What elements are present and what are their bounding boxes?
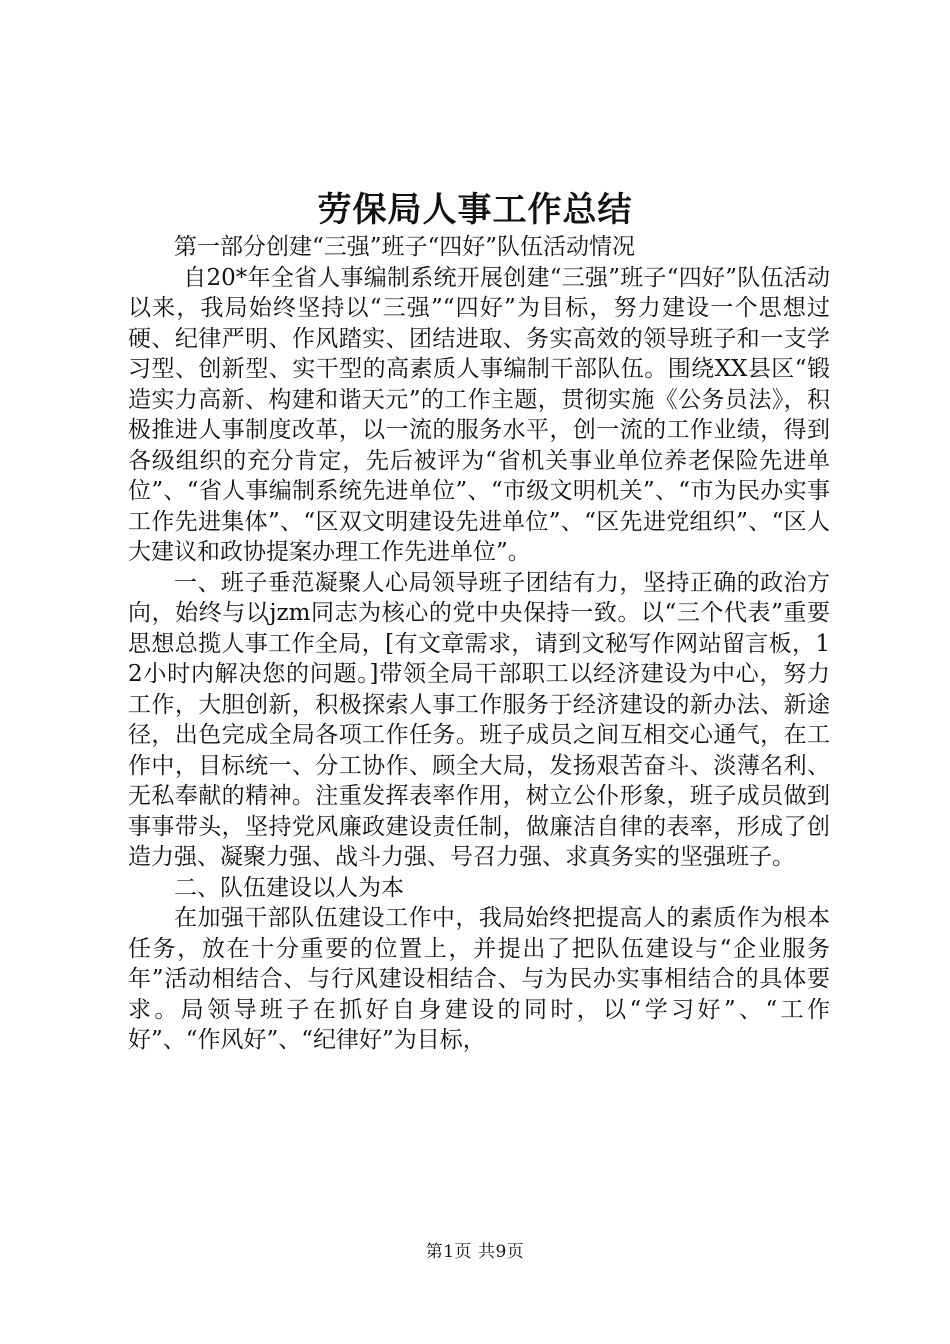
page-number: 第1页 共9页 <box>425 1242 525 1262</box>
document-body <box>128 232 830 1056</box>
section-heading: 第一部分创建“三强”班子“四好”队伍活动情况 <box>174 234 636 260</box>
document-title: 劳保局人事工作总结 <box>317 190 633 230</box>
body-paragraph: 自20*年全省人事编制系统开展创建“三强”班子“四好”队伍活动以来，我局始终坚持以“三强”“四好”为目标，努力建设一个思想过硬、纪律严明、作风踏实、团结进取、务实高效的领导班子和一支学习型、创新型、实干型的高素质人事编制干部队伍。围绕XX县区“锻造实力高新、构建和谐天元”的工作主题，贯彻实施《公务员法》，积极推进人事制度改革，以一流的服务水平，创一流的工作业绩，得到各级组织的充分肯定，先后被评为“省机关事业单位养老保险先进单位”、“省人事编制系统先进单位”、“市级文明机关”、“市为民办实事工作先进集体”、“区双文明建设先进单位”、“区先进党组织”、“区人大建议和政协提案办理工作先进单位”。 <box>128 264 830 565</box>
body-paragraph: 在加强干部队伍建设工作中，我局始终把提高人的素质作为根本任务，放在十分重要的位置上，并提出了把队伍建设与“企业服务年”活动相结合、与行风建设相结合、与为民办实事相结合的具体要求。局领导班子在抓好自身建设的同时，以“学习好”、“工作好”、“作风好”、“纪律好”为目标， <box>128 905 830 1053</box>
section-heading: 二、队伍建设以人为本 <box>174 874 404 901</box>
body-paragraph: 一、班子垂范凝聚人心局领导班子团结有力，坚持正确的政治方向，始终与以jzm同志为核心的党中央保持一致。以“三个代表”重要思想总揽人事工作全局，[有文章需求，请到文秘写作网站留言板，12小时内解决您的问题。]带领全局干部职工以经济建设为中心，努力工作，大胆创新，积极探索人事工作服务于经济建设的新办法、新途径，出色完成全局各项工作任务。班子成员之间互相交心通气，在工作中，目标统一、分工协作、顾全大局，发扬艰苦奋斗、淡薄名利、无私奉献的精神。注重发挥表率作用，树立公仆形象，班子成员做到事事带头，坚持党风廉政建设责任制，做廉洁自律的表率，形成了创造力强、凝聚力强、战斗力强、号召力强、求真务实的坚强班子。 <box>128 569 830 870</box>
